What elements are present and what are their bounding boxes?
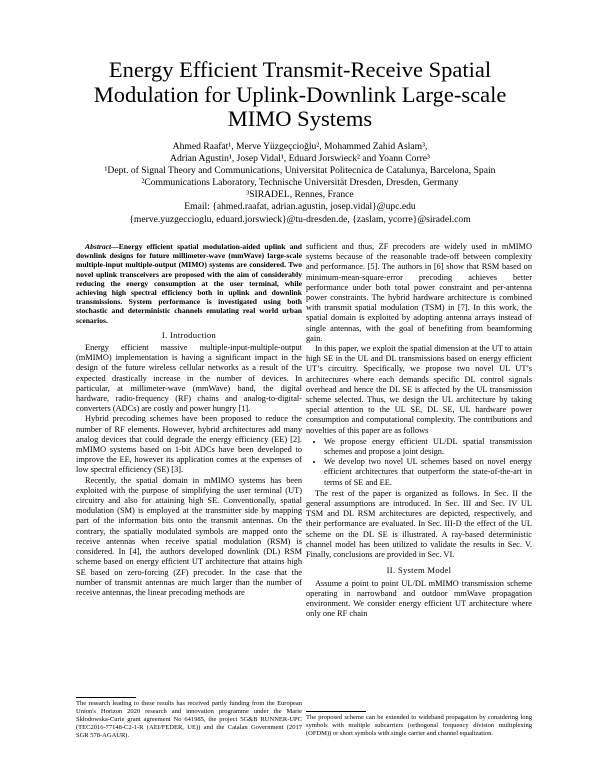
footnote-funding: The research leading to these results has received partly funding from the European Union's Horizon 2020 research and innovation programme under the Marie Skłodowska-Curie grant agreement No 641985, the project 5G&B RUNNER-UPC (TEC2016-77148-C2-1-R (AEI/FEDER, UE)) and the Catalan Government (2017 SGR 578-AGAUR). xyxy=(76,700,302,739)
email-line: {merve.yuzgeccioglu, eduard.jorswieck}@tu-dresden.de, {zaslam, ycorre}@siradel.com xyxy=(129,213,471,225)
abstract-text: —Energy efficient spatial modulation-aided uplink and downlink designs for future millimeter-wave (mmWave) large-scale multiple-input multiple-output (MIMO) systems are considered. Two novel uplink transceivers are proposed with the aim of considerably reducing the energy consumption at the user terminal, while achieving high spectral efficiency both in uplink and downlink transmissions. System performance is investigated using both stochastic and deterministic channels emulating real world urban scenarios. xyxy=(76,242,302,325)
author-block xyxy=(40,141,560,226)
section-heading-introduction: I. Introduction xyxy=(161,329,217,340)
contribution-list xyxy=(306,437,532,488)
paragraph: Recently, the spatial domain in mMIMO systems has been exploited with the purpose of simplifying the user terminal (UT) circuitry and also for attaining high SE. Conventionally, spatial modulation (SM) is employed at the transmitter side by mapping part of the information bits onto the transmit antennas. On the contrary, the spatially modulated symbols are mapped onto the receive antennas when receive spatial modulation (RSM) is considered. In [4], the authors developed downlink (DL) RSM scheme based on energy efficient UT architecture that attains high SE based on zero-forcing (ZF) precoder. In the case that the number of transmit antennas are much larger than the number of receive antennas, the linear precoding methods are xyxy=(76,475,302,597)
author-line: Adrian Agustin¹, Josep Vidal¹, Eduard Jorswieck² and Yoann Corre³ xyxy=(170,153,430,165)
list-item: • We propose energy efficient UL/DL spatial transmission schemes and propose a joint design. xyxy=(324,437,532,457)
affiliation-line: ³SIRADEL, Rennes, France xyxy=(246,189,354,201)
section-heading-system-model: II. System Model xyxy=(386,565,452,576)
affiliation-line: ¹Dept. of Signal Theory and Communications, Universitat Politecnica de Catalunya, Barcelona, Spain xyxy=(104,165,496,177)
abstract xyxy=(76,242,302,325)
paper-title: Energy Efficient Transmit-Receive Spatial Modulation for Uplink-Downlink Large-scale MIMO Systems xyxy=(93,57,507,131)
left-column xyxy=(76,242,302,598)
paragraph: Energy efficient massive multiple-input-multiple-output (mMIMO) implementation is having a significant impact in the design of the future wireless cellular networks as a result of the expected drastically increase in the number of devices. In particular, at millimeter-wave (mmWave) band, the digital hardware, radio-frequency (RF) chains and analog-to-digital-converters (ADCs) are costly and power hungry [1]. xyxy=(76,343,302,414)
affiliation-line: ²Communications Laboratory, Technische Universität Dresden, Dresden, Germany xyxy=(141,177,459,189)
paragraph: sufficient and thus, ZF precoders are widely used in mMIMO systems because of the reasonable trade-off between complexity and performance. [5]. The authors in [6] show that RSM based on minimum-mean-square-error precoding achieves better performance under both total power constraint and per-antenna power constraints. The hybrid hardware architecture is combined with transmit spatial modulation (TSM) in [7]. In this work, the spatial domain is exploited by adopting antenna arrays instead of single antennas, with the goal of benefiting from beamforming gain. xyxy=(306,242,532,343)
paragraph: In this paper, we exploit the spatial dimension at the UT to attain high SE in the UL and DL transmissions based on energy efficient UT’s circuitry. Specifically, we propose two novel UL UT’s architectures where each demands specific DL control signals overhead and hence the DL SE is affected by the UL transmission scheme selected. Thus, we design the UL architecture by taking special attention to the UL SE, DL SE, UL hardware power consumption and computational complexity. The contributions and novelties of this paper are as follows xyxy=(306,344,532,435)
abstract-label: Abstract xyxy=(85,242,112,251)
footnote-wideband: The proposed scheme can be extended to wideband propagation by considering long symbols with multiple subcarriers (orthogonal frequency division multiplexing (OFDM)) or short symbols with single carrier and channel equalization. xyxy=(306,714,532,737)
footnote-rule xyxy=(306,711,366,712)
email-line: Email: {ahmed.raafat, adrian.agustin, josep.vidal}@upc.edu xyxy=(184,201,416,213)
footnote-rule xyxy=(76,697,136,698)
list-item: • We develop two novel UL schemes based on novel energy efficient architectures that outperform the state-of-the-art in terms of SE and EE. xyxy=(324,457,532,488)
paragraph: Hybrid precoding schemes have been proposed to reduce the number of RF elements. However, hybrid architectures add many analog devices that could degrade the energy efficiency (EE) [2]. mMIMO systems based on 1-bit ADCs have been developed to improve the EE, however its application comes at the expenses of low spectral efficiency (SE) [3]. xyxy=(76,414,302,475)
paragraph: The rest of the paper is organized as follows. In Sec. II the general assumptions are introduced. In Sec. III and Sec. IV UL TSM and DL RSM architectures are depicted, respectively, and their performance are evaluated. In Sec. III-D the effect of the UL scheme on the DL SE is illustrated. A ray-based deterministic channel model has been utilized to validate the results in Sec. V. Finally, conclusions are provided in Sec. VI. xyxy=(306,488,532,560)
right-column xyxy=(306,242,532,619)
author-line: Ahmed Raafat¹, Merve Yüzgeçcioğlu², Mohammed Zahid Aslam³, xyxy=(172,141,428,152)
paragraph: Assume a point to point UL/DL mMIMO transmission scheme operating in narrowband and outdoor mmWave propagation environment. We consider energy efficient UT architecture where only one RF chain xyxy=(306,578,532,619)
